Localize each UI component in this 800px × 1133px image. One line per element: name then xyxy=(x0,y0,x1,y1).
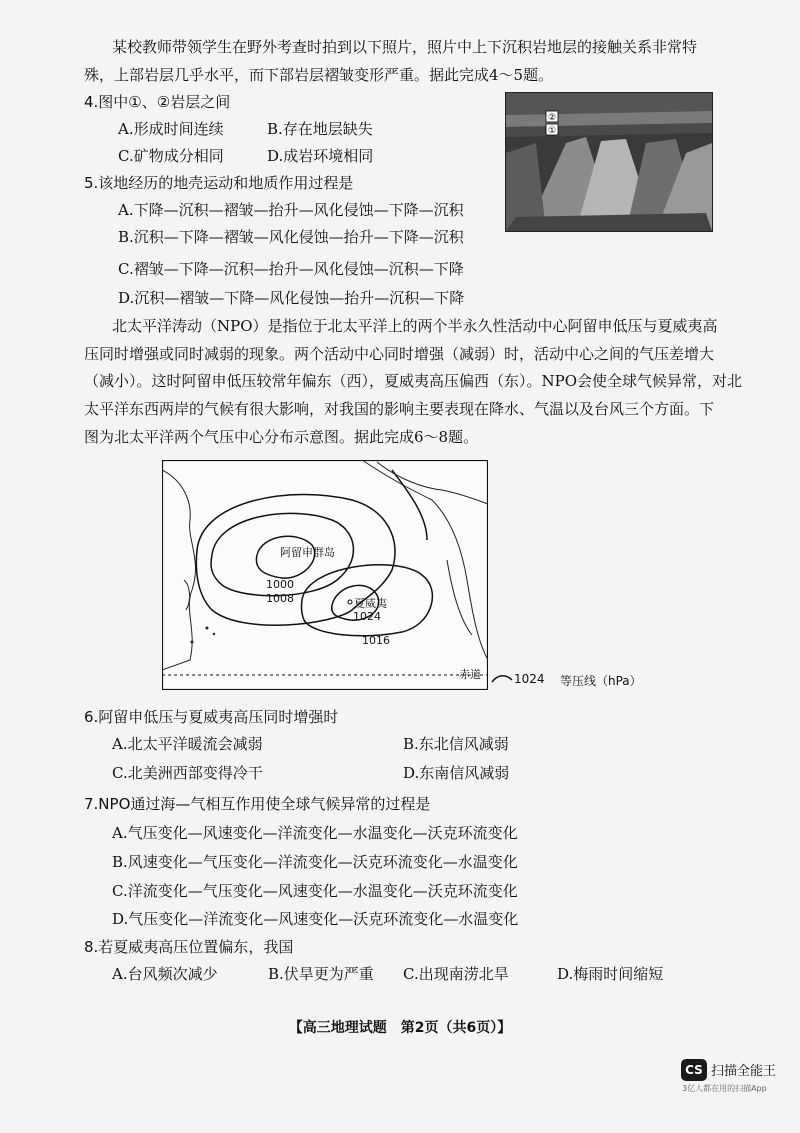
q8-option-b[interactable]: B.伏旱更为严重 xyxy=(268,965,374,983)
isobar-map xyxy=(162,460,488,690)
map-label-isobar-1016: 1016 xyxy=(362,634,390,647)
map-label-aleutian: 阿留申群岛 xyxy=(280,546,335,559)
q5-option-b[interactable]: B.沉积—下降—褶皱—风化侵蚀—抬升—下降—沉积 xyxy=(118,228,464,246)
map-label-equator: 赤道 xyxy=(459,668,481,681)
passage2-line-3: （减小）。这时阿留申低压较常年偏东（西），夏威夷高压偏西（东）。NPO会使全球气候异常，对北 xyxy=(84,372,743,390)
q5-stem: 5.该地经历的地壳运动和地质作用过程是 xyxy=(84,174,354,192)
passage2-line-1: 北太平洋涛动（NPO）是指位于北太平洋上的两个半永久性活动中心阿留申低压与夏威夷高 xyxy=(112,317,718,335)
q8-stem: 8.若夏威夷高压位置偏东，我国 xyxy=(84,938,294,956)
passage1-line-2: 殊，上部岩层几乎水平，而下部岩层褶皱变形严重。据此完成4～5题。 xyxy=(84,66,554,84)
page-footer: 【高三地理试题 第2页（共6页）】 xyxy=(288,1020,512,1036)
q8-option-a[interactable]: A.台风频次减少 xyxy=(112,965,218,983)
legend-isobar-symbol xyxy=(490,672,514,686)
q7-option-b[interactable]: B.风速变化—气压变化—洋流变化—沃克环流变化—水温变化 xyxy=(112,853,518,871)
map-label-isobar-1024: 1024 xyxy=(353,610,381,623)
photo-marker-2: ② xyxy=(547,113,557,123)
camscanner-logo-icon: CS xyxy=(681,1059,707,1081)
passage2-line-4: 太平洋东西两岸的气候有很大影响，对我国的影响主要表现在降水、气温以及台风三个方面。下 xyxy=(84,400,715,418)
passage1-line-1: 某校教师带领学生在野外考查时拍到以下照片，照片中上下沉积岩地层的接触关系非常特 xyxy=(112,38,698,56)
q7-stem: 7.NPO通过海—气相互作用使全球气候异常的过程是 xyxy=(84,795,431,813)
q4-option-d[interactable]: D.成岩环境相同 xyxy=(267,147,374,165)
q6-option-d[interactable]: D.东南信风减弱 xyxy=(403,764,510,782)
passage2-line-5: 图为北太平洋两个气压中心分布示意图。据此完成6～8题。 xyxy=(84,428,479,446)
legend-isobar-value: 1024 xyxy=(514,672,545,686)
q6-stem: 6.阿留申低压与夏威夷高压同时增强时 xyxy=(84,708,339,726)
rock-strata-image xyxy=(506,93,712,231)
q6-option-c[interactable]: C.北美洲西部变得冷干 xyxy=(112,764,263,782)
q4-option-c[interactable]: C.矿物成分相同 xyxy=(118,147,224,165)
q6-option-a[interactable]: A.北太平洋暖流会减弱 xyxy=(112,735,263,753)
passage2-line-2: 压同时增强或同时减弱的现象。两个活动中心同时增强（减弱）时，活动中心之间的气压差增大 xyxy=(84,345,715,363)
q4-option-a[interactable]: A.形成时间连续 xyxy=(118,120,224,138)
camscanner-name: 扫描全能王 xyxy=(711,1064,777,1079)
q7-option-d[interactable]: D.气压变化—洋流变化—风速变化—沃克环流变化—水温变化 xyxy=(112,910,519,928)
q7-option-c[interactable]: C.洋流变化—气压变化—风速变化—水温变化—沃克环流变化 xyxy=(112,882,518,900)
q4-stem: 4.图中①、②岩层之间 xyxy=(84,93,231,111)
q4-option-b[interactable]: B.存在地层缺失 xyxy=(267,120,373,138)
q8-option-c[interactable]: C.出现南涝北旱 xyxy=(403,965,509,983)
camscanner-tagline: 3亿人都在用的扫描App xyxy=(682,1084,767,1093)
q5-option-c[interactable]: C.褶皱—下降—沉积—抬升—风化侵蚀—沉积—下降 xyxy=(118,260,464,278)
legend-isobar-text: 等压线（hPa） xyxy=(560,674,642,688)
map-label-isobar-1008: 1008 xyxy=(266,592,294,605)
q5-option-d[interactable]: D.沉积—褶皱—下降—风化侵蚀—抬升—沉积—下降 xyxy=(118,289,465,307)
q5-option-a[interactable]: A.下降—沉积—褶皱—抬升—风化侵蚀—下降—沉积 xyxy=(118,201,464,219)
map-label-hawaii: 夏威夷 xyxy=(354,597,387,610)
map-label-isobar-1000: 1000 xyxy=(266,578,294,591)
q7-option-a[interactable]: A.气压变化—风速变化—洋流变化—水温变化—沃克环流变化 xyxy=(112,824,518,842)
q6-option-b[interactable]: B.东北信风减弱 xyxy=(403,735,509,753)
q8-option-d[interactable]: D.梅雨时间缩短 xyxy=(557,965,664,983)
rock-strata-photo xyxy=(505,92,713,232)
pressure-center-map xyxy=(162,460,488,690)
photo-marker-1: ① xyxy=(547,126,557,136)
